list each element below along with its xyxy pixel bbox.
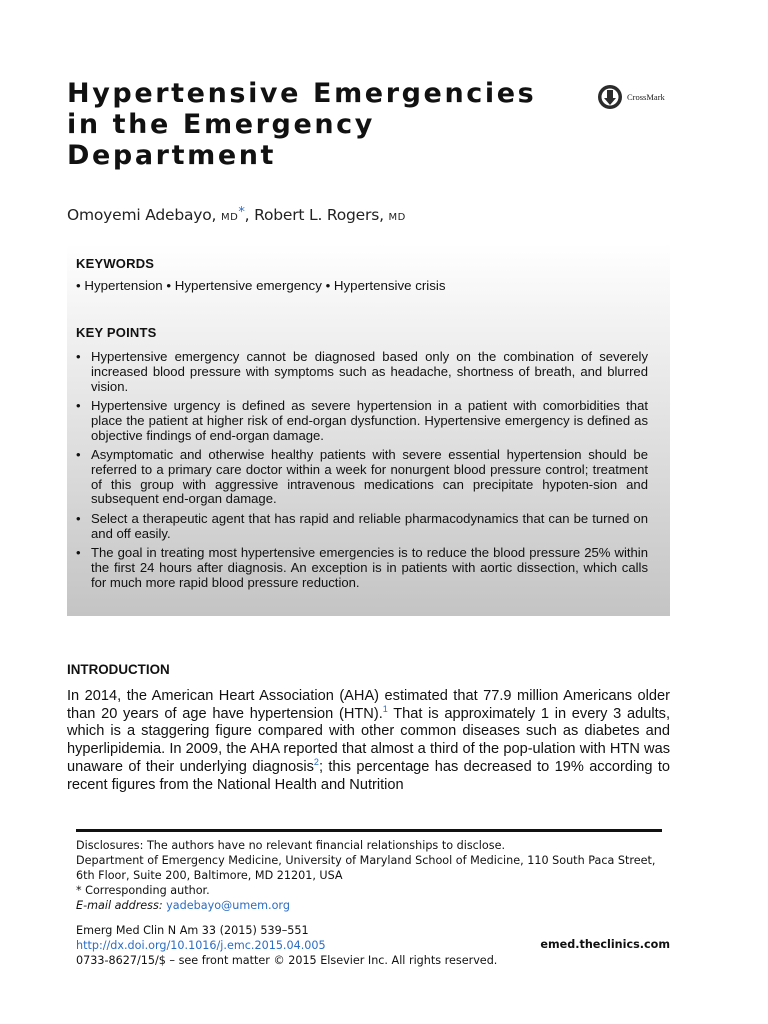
key-points-heading: KEY POINTS — [76, 325, 157, 340]
footnotes — [76, 838, 666, 913]
key-point-bullet: • — [76, 544, 81, 560]
author-degree: MD — [388, 212, 406, 223]
disclosures-text: Disclosures: The authors have no relevant financial relationships to disclose. — [76, 839, 506, 852]
key-point — [76, 399, 648, 443]
doi-link[interactable]: http://dx.doi.org/10.1016/j.emc.2015.04.005 — [76, 939, 326, 952]
key-point-text: The goal in treating most hypertensive emergencies is to reduce the blood pressure 25% within the first 24 hours after diagnosis. An exception is in patients with aortic dissection, which calls for much more rapid blood pressure reduction. — [91, 544, 648, 590]
footnote-divider — [76, 829, 662, 832]
keyword: Hypertension — [84, 278, 163, 293]
key-point-bullet: • — [76, 349, 81, 364]
journal-website-link[interactable]: emed.theclinics.com — [540, 938, 670, 951]
author-separator: , — [244, 206, 250, 224]
key-point-text: Hypertensive urgency is defined as severe hypertension in a patient with comorbidities that place the patient at higher risk of end-organ dysfunction. Hypertensive emergency is defined as objective findings of end-organ damage. — [91, 397, 648, 443]
intro-text: ; this percentage has decreased to 19% according to recent figures from the National Health and Nutrition — [67, 758, 670, 793]
author-name: Omoyemi Adebayo, — [67, 206, 217, 224]
author-degree: MD — [220, 212, 239, 223]
reference-link[interactable]: 2 — [313, 756, 319, 767]
crossmark-badge[interactable] — [597, 84, 665, 110]
title-line: Hypertensive Emergencies — [67, 78, 537, 109]
crossmark-label: CrossMark — [627, 92, 665, 102]
corresponding-author-note: * Corresponding author. — [76, 884, 210, 897]
key-point-bullet: • — [76, 446, 81, 462]
keywords-heading: KEYWORDS — [76, 256, 155, 271]
intro-text: That is approximately 1 in every 3 adults, which is a staggering figure compared with other common diseases such as diabetes and hyperlipidemia. In 2009, the AHA reported that almost a third of the pop-ulation with HTN was unaware of their underlying diagnosis — [67, 705, 670, 775]
author-name: Robert L. Rogers, — [254, 206, 384, 224]
key-point — [76, 350, 648, 394]
keyword: Hypertensive emergency — [174, 278, 322, 293]
key-point — [76, 448, 648, 507]
keyword: Hypertensive crisis — [333, 278, 446, 293]
author-list — [67, 205, 406, 224]
introduction-heading: INTRODUCTION — [67, 662, 170, 677]
key-points-list — [76, 350, 648, 595]
email-line — [76, 898, 666, 913]
title-line: Department — [67, 140, 277, 171]
keywords-keypoints-box — [67, 244, 670, 616]
journal-citation: Emerg Med Clin N Am 33 (2015) 539–551 — [76, 924, 309, 937]
key-point-text: Hypertensive emergency cannot be diagnosed based only on the combination of severely increased blood pressure with symptoms such as headache, shortness of breath, and blurred vision. — [91, 349, 648, 394]
copyright-text: 0733-8627/15/$ – see front matter © 2015 Elsevier Inc. All rights reserved. — [76, 954, 498, 967]
crossmark-icon — [597, 84, 623, 110]
intro-text: In 2014, the American Heart Association (AHA) estimated that 77.9 million Americans older than 20 years of age have hypertension (HTN). — [67, 688, 670, 722]
key-point — [76, 546, 648, 590]
reference-link[interactable]: 1 — [382, 703, 388, 714]
key-point-bullet: • — [76, 510, 81, 526]
keyword-bullet: • — [76, 278, 81, 293]
key-point-text: Select a therapeutic agent that has rapid and reliable pharmacodynamics that can be turned on and off easily. — [91, 510, 648, 541]
key-point-text: Asymptomatic and otherwise healthy patients with severe essential hypertension should be referred to a primary care doctor within a week for nonurgent blood pressure control; treatment of this group with aggressive intravenous medications can precipitate hypoten-sion and subsequent end-organ damage. — [91, 446, 648, 507]
keyword-bullet: • — [166, 278, 172, 293]
introduction-paragraph — [67, 688, 670, 794]
key-point-bullet: • — [76, 397, 81, 413]
title-line: in the Emergency — [67, 109, 375, 140]
corresponding-author-marker[interactable]: * — [238, 205, 245, 220]
key-point — [76, 512, 648, 542]
affiliation-text: Department of Emergency Medicine, University of Maryland School of Medicine, 110 South Paca Street, 6th Floor, Suite 200, Baltimore, MD 21201, USA — [76, 854, 656, 882]
email-link[interactable]: yadebayo@umem.org — [166, 899, 290, 912]
article-title — [67, 78, 587, 171]
email-label: E-mail address: — [76, 899, 163, 912]
keywords-list — [76, 278, 446, 293]
keyword-bullet: • — [325, 278, 331, 293]
